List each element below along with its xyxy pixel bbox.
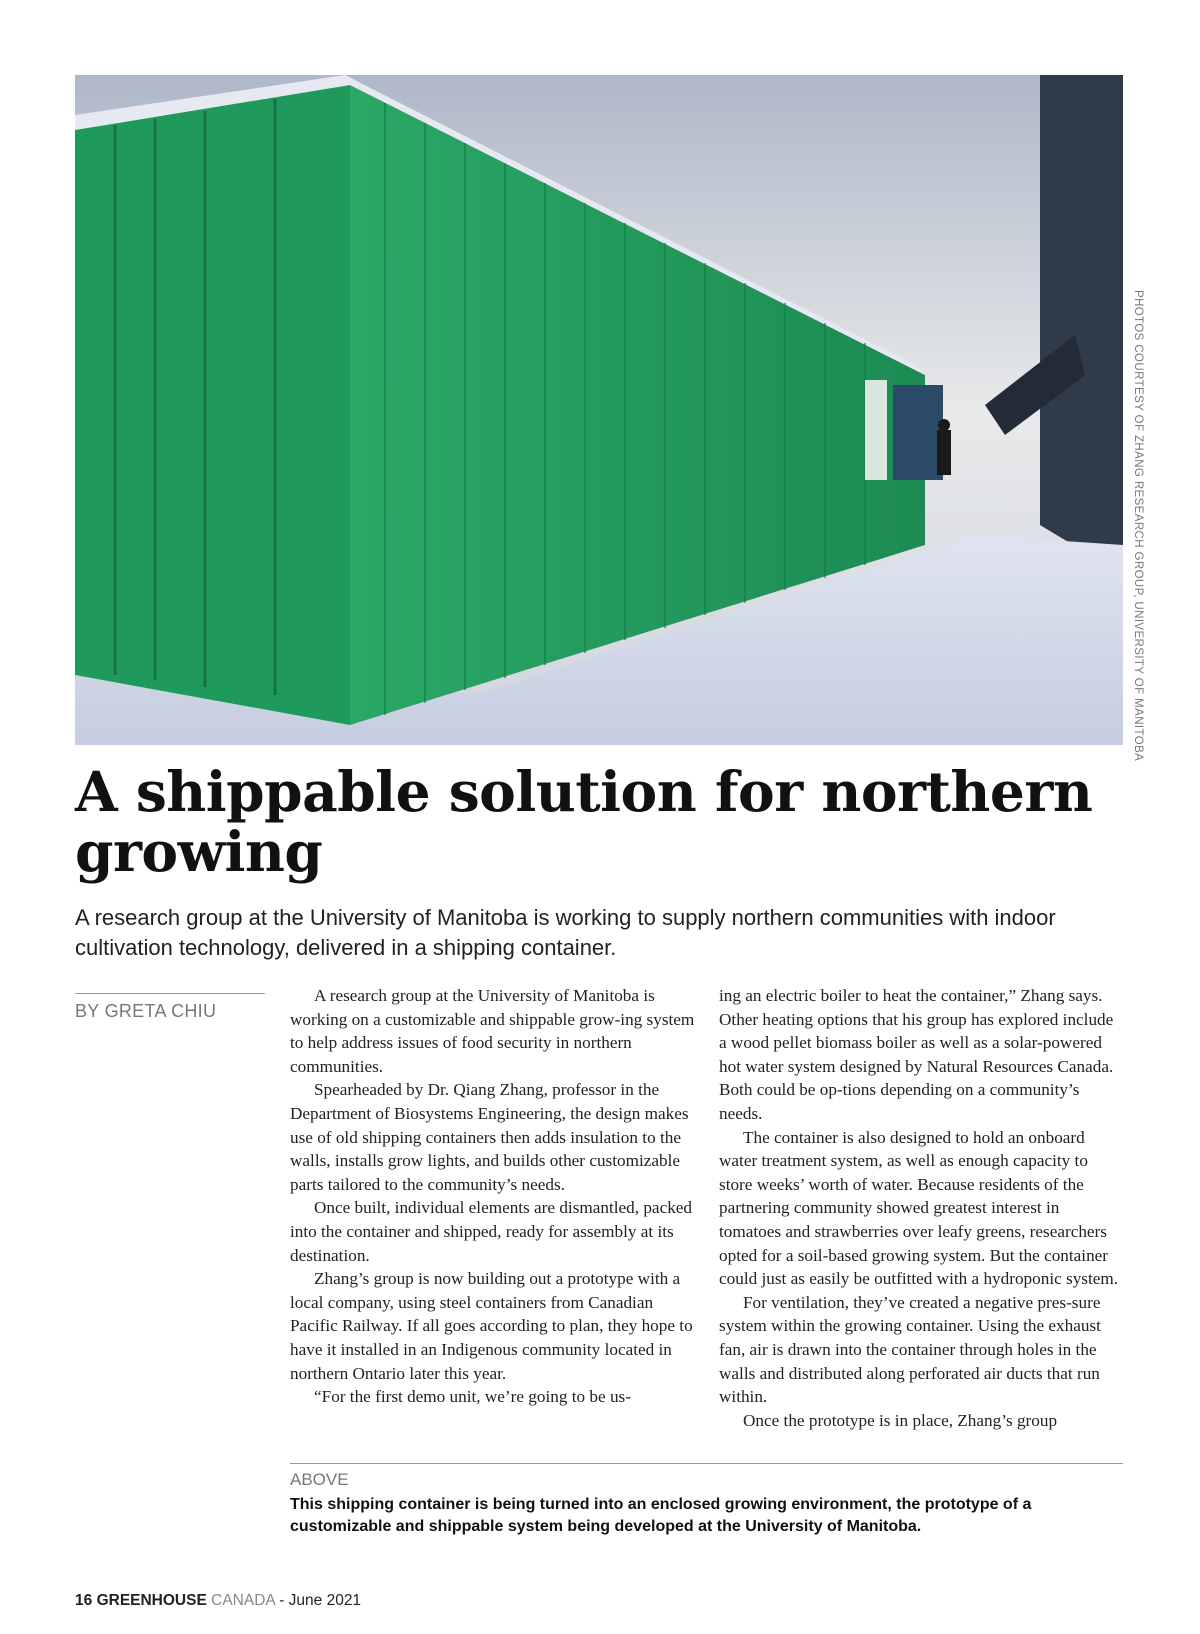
paragraph: Once built, individual elements are dismantled, packed into the container and shipped, ready for assembly at its destination. [290,1198,693,1265]
caption-label: ABOVE [290,1470,349,1489]
paragraph: Once the prototype is in place, Zhang’s group [743,1410,1058,1430]
container-photo-illustration [75,75,1123,745]
paragraph: The container is also designed to hold an onboard water treatment system, as well as enough capacity to store weeks’ worth of water. Because residents of the partnering community showed greatest interest in tomatoes and strawberries over leafy greens, researchers opted for a soil-based growing system. But the container could just as easily be outfitted with a hydroponic system. [719,1127,1119,1289]
issue-date: - June 2021 [279,1592,362,1609]
paragraph: Zhang’s group is now building out a prototype with a local company, using steel containers from Canadian Pacific Railway. If all goes according to plan, they hope to have it installed in an Indigenous community located in northern Ontario later this year. [290,1269,693,1383]
byline: BY GRETA CHIU [75,1001,217,1021]
caption-rule [290,1463,1123,1464]
article-headline: A shippable solution for northern growing [75,759,1093,884]
photo-credit: PHOTOS COURTESY OF ZHANG RESEARCH GROUP, UNIVERSITY OF MANITOBA [1132,290,1144,762]
page-number: 16 [75,1592,93,1609]
caption-text: This shipping container is being turned into an enclosed growing environment, the prototype of a customizable and shippable system being developed at the University of Manitoba. [290,1496,1032,1535]
magazine-name-suffix: CANADA [211,1592,275,1609]
paragraph: For ventilation, they’ve created a negative pres-sure system within the growing container. Using the exhaust fan, air is drawn into the container through holes in the walls and distributed along perforated air ducts that run within. [719,1292,1101,1407]
article-photo [75,75,1123,745]
page-folio [75,1592,361,1610]
article-deck: A research group at the University of Manitoba is working to supply northern communities with indoor cultivation technology, delivered in a shipping container. [75,905,1056,960]
body-column-2 [719,984,1124,1432]
paragraph: Spearheaded by Dr. Qiang Zhang, professor in the Department of Biosystems Engineering, the design makes use of old shipping containers then adds insulation to the walls, installs grow lights, and builds other customizable parts tailored to the community’s needs. [290,1080,689,1194]
paragraph: ing an electric boiler to heat the container,” Zhang says. Other heating options that his group has explored include a wood pellet biomass boiler as well as a solar-powered hot water system designed by Natural Resources Canada. Both could be op-tions depending on a community’s needs. [719,986,1114,1123]
magazine-name: GREENHOUSE [96,1592,207,1609]
paragraph: “For the first demo unit, we’re going to be us- [314,1387,631,1407]
paragraph: A research group at the University of Manitoba is working on a customizable and shippable grow-ing system to help address issues of food security in northern communities. [290,986,695,1076]
body-column-1 [290,984,695,1409]
byline-rule [75,993,265,994]
